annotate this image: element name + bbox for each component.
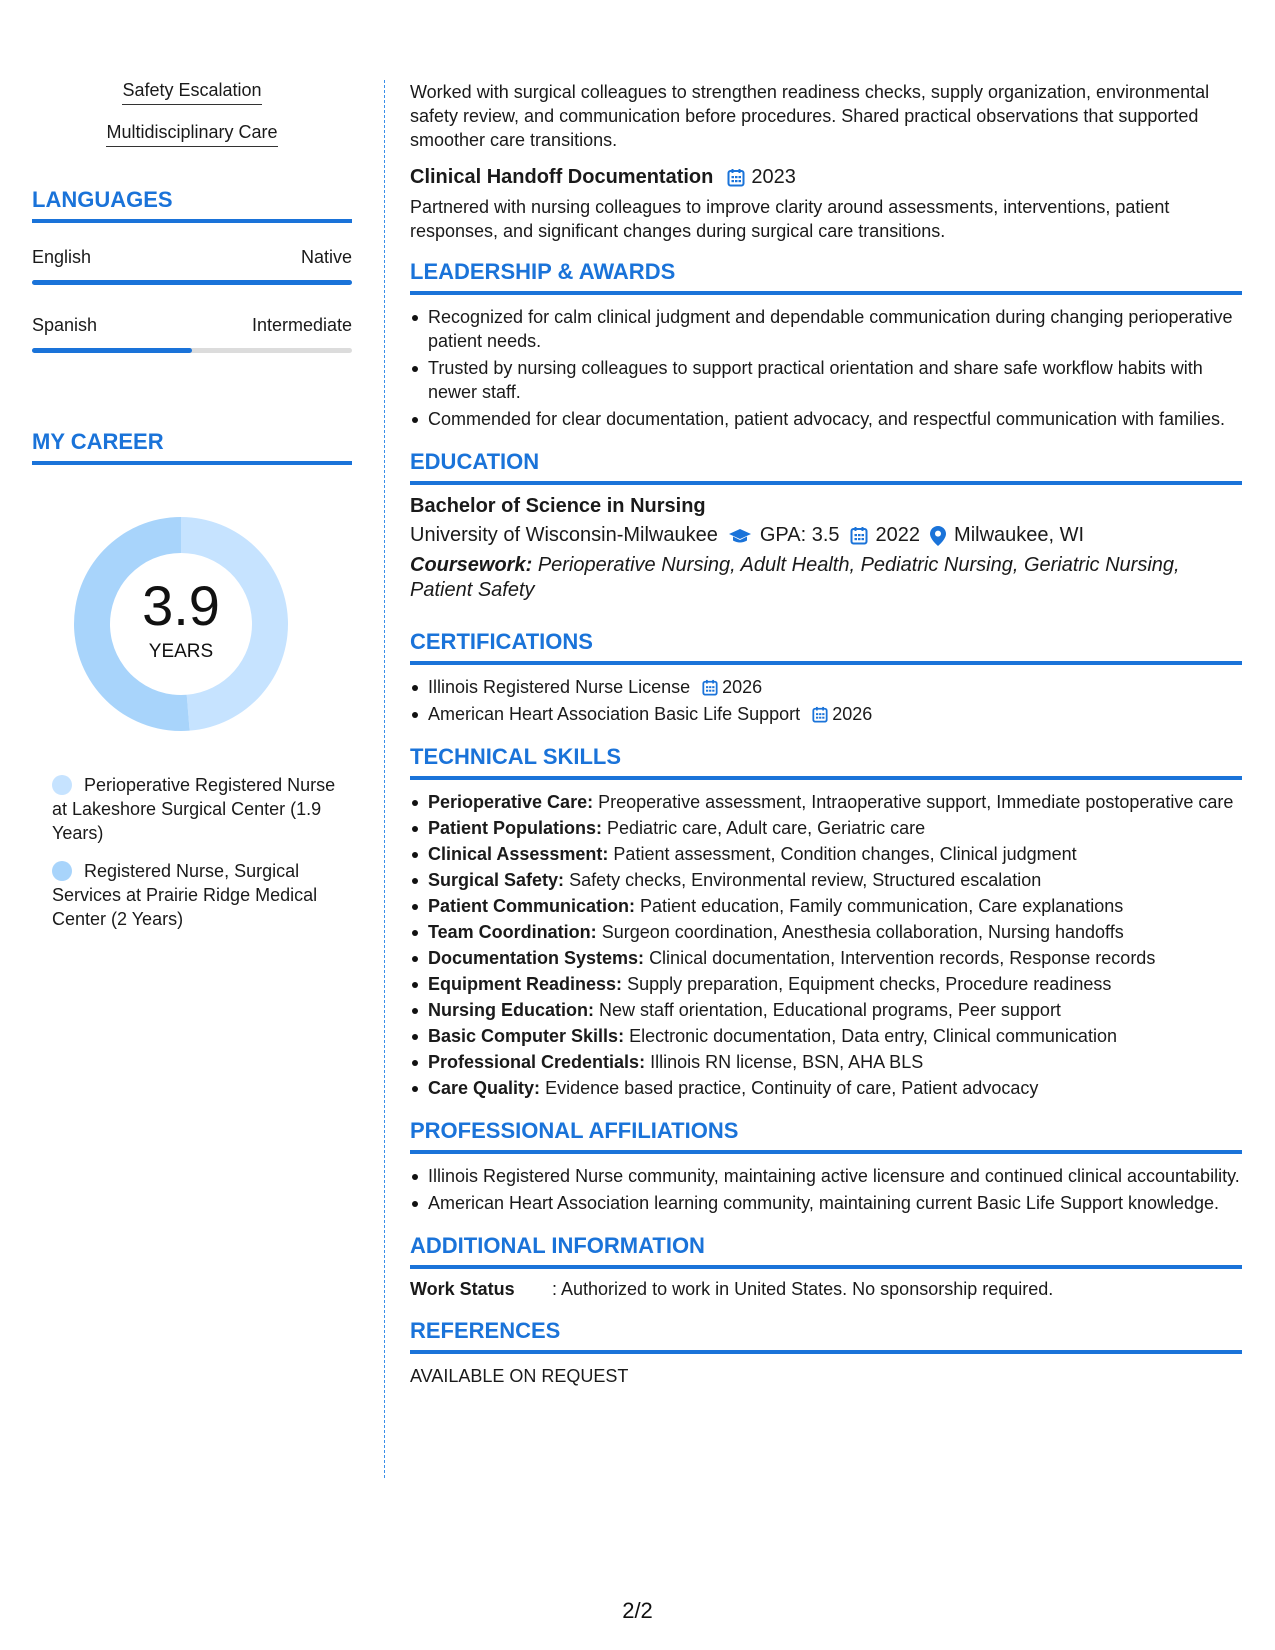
list-item: Trusted by nursing colleagues to support practical orientation and share safe workflow habits with newer staff. <box>410 356 1242 404</box>
education-heading: EDUCATION <box>410 449 1242 485</box>
skills-list <box>410 790 1242 1100</box>
certification-year: 2026 <box>832 704 873 724</box>
skill-item: Professional Credentials: Illinois RN license, BSN, AHA BLS <box>410 1050 1242 1074</box>
languages-heading: LANGUAGES <box>32 187 352 223</box>
skill-item: Basic Computer Skills: Electronic documentation, Data entry, Clinical communication <box>410 1024 1242 1048</box>
skill-item: Patient Populations: Pediatric care, Adult care, Geriatric care <box>410 816 1242 840</box>
career-years-label: YEARS <box>148 641 214 662</box>
list-item: Recognized for calm clinical judgment and dependable communication during changing perioperative patient needs. <box>410 305 1242 353</box>
career-legend-item: Perioperative Registered Nurse at Lakeshore Surgical Center (1.9 Years) <box>52 775 336 843</box>
work-status-value: : Authorized to work in United States. No sponsorship required. <box>552 1279 1054 1299</box>
calendar-icon <box>850 526 868 545</box>
skill-item: Team Coordination: Surgeon coordination, Anesthesia collaboration, Nursing handoffs <box>410 920 1242 944</box>
legend-dot <box>52 861 72 881</box>
main-content <box>410 80 1242 1388</box>
leadership-list <box>410 305 1242 431</box>
education-meta <box>410 524 1242 547</box>
project-year: 2023 <box>751 166 796 188</box>
strength-item: Multidisciplinary Care <box>32 122 352 147</box>
skills-heading: TECHNICAL SKILLS <box>410 744 1242 780</box>
references-heading: REFERENCES <box>410 1318 1242 1354</box>
sidebar <box>32 80 352 945</box>
skill-item: Clinical Assessment: Patient assessment, Condition changes, Clinical judgment <box>410 842 1242 866</box>
school-name: University of Wisconsin-Milwaukee <box>410 524 718 546</box>
certifications-heading: CERTIFICATIONS <box>410 629 1242 665</box>
list-item: Illinois Registered Nurse community, maintaining active licensure and continued clinical accountability. <box>410 1164 1242 1188</box>
strength-item: Safety Escalation <box>32 80 352 105</box>
coursework-list: Perioperative Nursing, Adult Health, Pediatric Nursing, Geriatric Nursing, Patient Safety <box>410 554 1180 601</box>
skill-item: Nursing Education: New staff orientation, Educational programs, Peer support <box>410 998 1242 1022</box>
gpa: GPA: 3.5 <box>759 524 840 546</box>
certification-item: American Heart Association Basic Life Support 2026 <box>410 702 1242 726</box>
certification-item: Illinois Registered Nurse License 2026 <box>410 675 1242 699</box>
page-number: 2/2 <box>622 1598 653 1623</box>
career-heading: MY CAREER <box>32 429 352 465</box>
language-level: Intermediate <box>251 315 352 335</box>
list-item: American Heart Association learning community, maintaining current Basic Life Support knowledge. <box>410 1191 1242 1215</box>
language-proficiency-bar <box>32 280 352 285</box>
leadership-heading: LEADERSHIP & AWARDS <box>410 259 1242 295</box>
work-status-label: Work Status <box>410 1279 515 1299</box>
skill-item: Care Quality: Evidence based practice, Continuity of care, Patient advocacy <box>410 1076 1242 1100</box>
school-location: Milwaukee, WI <box>954 524 1085 546</box>
language-proficiency-bar <box>32 348 352 353</box>
project-title-row <box>410 166 1242 189</box>
language-proficiency-fill <box>32 348 192 353</box>
skill-item: Patient Communication: Patient education, Family communication, Care explanations <box>410 894 1242 918</box>
language-item <box>32 315 352 353</box>
career-total-years: 3.9 <box>142 574 220 637</box>
graduation-cap-icon <box>728 527 752 545</box>
affiliations-list <box>410 1164 1242 1215</box>
additional-info-heading: ADDITIONAL INFORMATION <box>410 1233 1242 1269</box>
career-donut-chart <box>66 509 296 739</box>
references-text: AVAILABLE ON REQUEST <box>410 1366 629 1386</box>
certifications-list <box>410 675 1242 726</box>
language-item <box>32 247 352 285</box>
calendar-icon <box>727 168 745 187</box>
location-pin-icon <box>930 526 946 546</box>
skill-item: Surgical Safety: Safety checks, Environmental review, Structured escalation <box>410 868 1242 892</box>
project-description: Partnered with nursing colleagues to improve clarity around assessments, interventions, patient responses, and significant changes during surgical care transitions. <box>410 197 1170 241</box>
language-level: Native <box>300 247 352 267</box>
project-title: Clinical Handoff Documentation <box>410 166 714 188</box>
career-legend <box>32 773 352 931</box>
language-name: Spanish <box>32 315 98 335</box>
experience-description: Worked with surgical colleagues to strengthen readiness checks, supply organization, environmental safety review, and communication before procedures. Shared practical observations that supported smoother care transitions. <box>410 82 1210 150</box>
skill-item: Perioperative Care: Preoperative assessment, Intraoperative support, Immediate postoperative care <box>410 790 1242 814</box>
list-item: Commended for clear documentation, patient advocacy, and respectful communication with families. <box>410 407 1242 431</box>
degree-title: Bachelor of Science in Nursing <box>410 495 706 517</box>
language-name: English <box>32 247 92 267</box>
career-legend-item: Registered Nurse, Surgical Services at Prairie Ridge Medical Center (2 Years) <box>52 861 318 929</box>
certification-year: 2026 <box>722 677 763 697</box>
coursework <box>410 553 1242 603</box>
legend-dot <box>52 775 72 795</box>
affiliations-heading: PROFESSIONAL AFFILIATIONS <box>410 1118 1242 1154</box>
column-divider <box>384 80 385 1478</box>
calendar-icon <box>812 706 828 723</box>
coursework-label: Coursework: <box>410 554 533 576</box>
calendar-icon <box>702 679 718 696</box>
skill-item: Equipment Readiness: Supply preparation, Equipment checks, Procedure readiness <box>410 972 1242 996</box>
work-status-row <box>410 1279 1242 1300</box>
language-proficiency-fill <box>32 280 352 285</box>
graduation-year: 2022 <box>875 524 921 546</box>
skill-item: Documentation Systems: Clinical documentation, Intervention records, Response records <box>410 946 1242 970</box>
